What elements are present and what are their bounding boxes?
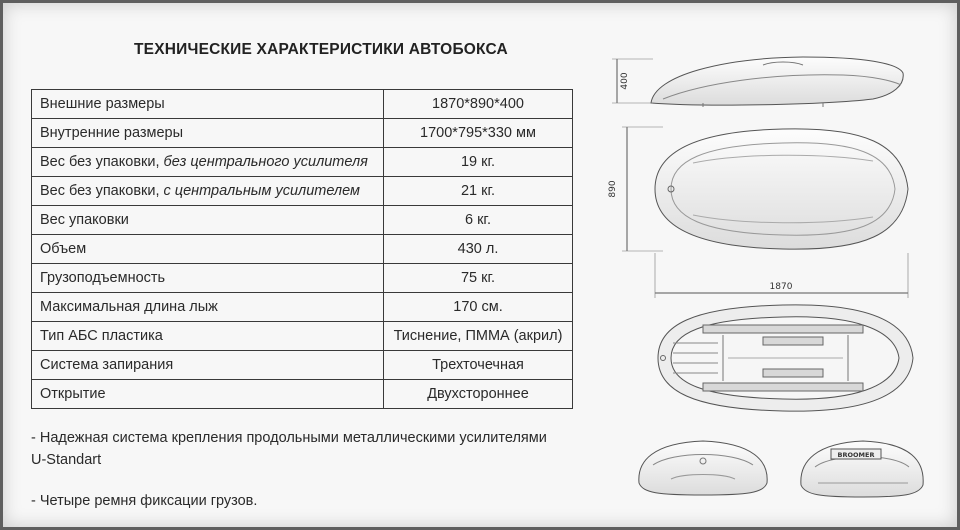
length-dimension-label: 1870 — [769, 282, 793, 292]
spec-label: Система запирания — [32, 351, 384, 380]
spec-value: 1700*795*330 мм — [384, 119, 573, 148]
spec-label-main: Вес без упаковки, — [40, 154, 164, 170]
spec-label: Внешние размеры — [32, 90, 384, 119]
rear-view — [801, 441, 923, 497]
spec-label: Внутренние размеры — [32, 119, 384, 148]
spec-value: Тиснение, ПММА (акрил) — [384, 322, 573, 351]
spec-label: Тип АБС пластика — [32, 322, 384, 351]
spec-label: Объем — [32, 235, 384, 264]
spec-label: Вес упаковки — [32, 206, 384, 235]
interior-view — [658, 305, 913, 411]
spec-value: 19 кг. — [384, 148, 573, 177]
spec-label-italic: без центрального усилителя — [163, 154, 368, 170]
spec-value: 170 см. — [384, 293, 573, 322]
roof-box-drawings — [3, 3, 957, 527]
spec-label: Максимальная длина лыж — [32, 293, 384, 322]
note-straps: - Четыре ремня фиксации грузов. — [31, 493, 258, 509]
spec-value: Трехточечная — [384, 351, 573, 380]
spec-label-italic: с центральным усилителем — [163, 183, 360, 199]
height-dimension-label: 400 — [620, 72, 630, 90]
side-view — [612, 57, 903, 107]
spec-value: 75 кг. — [384, 264, 573, 293]
note-mounting: - Надежная система крепления продольными металлическими усилителями U-Standart — [31, 430, 547, 468]
spec-sheet — [3, 3, 957, 527]
spec-value: 1870*890*400 — [384, 90, 573, 119]
spec-label: Грузоподъемность — [32, 264, 384, 293]
spec-label-main: Вес без упаковки, — [40, 183, 164, 199]
top-view — [622, 127, 908, 298]
spec-label: Открытие — [32, 380, 384, 409]
front-view — [639, 441, 767, 495]
spec-value: 21 кг. — [384, 177, 573, 206]
brand-badge-label: BROOMER — [837, 451, 875, 459]
width-dimension-label: 890 — [608, 180, 618, 198]
spec-value: Двухстороннее — [384, 380, 573, 409]
spec-value: 6 кг. — [384, 206, 573, 235]
spec-value: 430 л. — [384, 235, 573, 264]
page-title: ТЕХНИЧЕСКИЕ ХАРАКТЕРИСТИКИ АВТОБОКСА — [134, 41, 508, 58]
